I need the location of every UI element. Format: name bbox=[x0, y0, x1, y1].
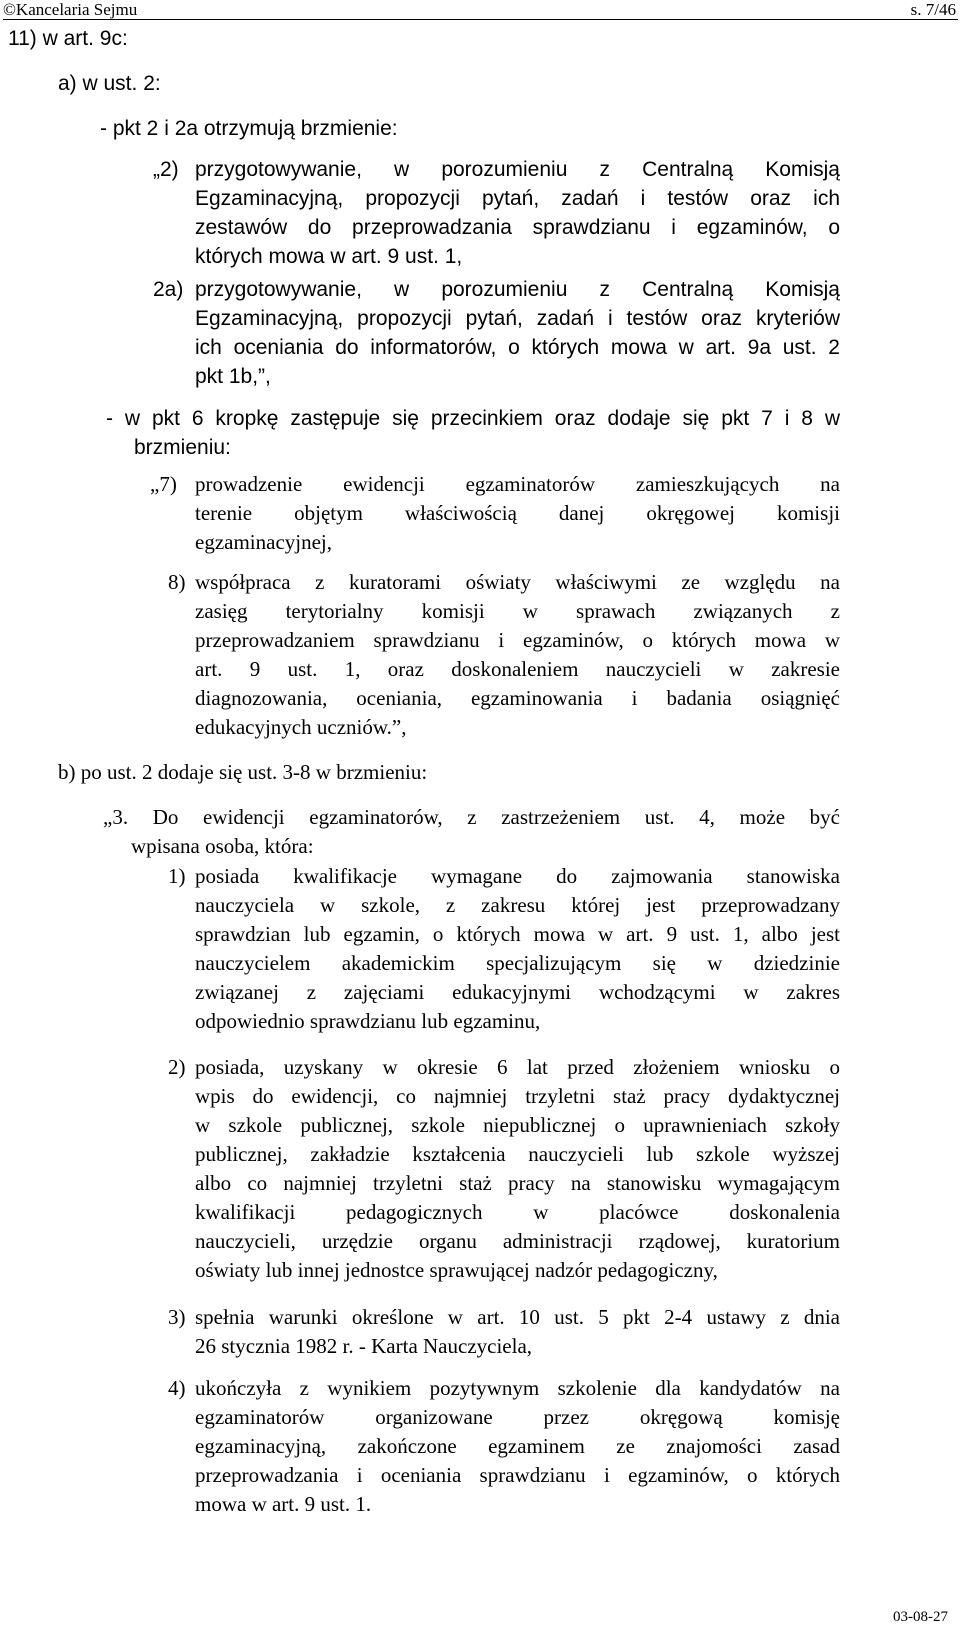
list-item-body bbox=[195, 1303, 840, 1361]
text-line: nauczyciela w szkole, z zakresu której jest przeprowadzany bbox=[195, 893, 840, 917]
paragraph-body bbox=[195, 155, 840, 271]
text-line: publicznej, zakładzie kształcenia nauczycieli lub szkole wyższej bbox=[195, 1142, 840, 1166]
text-line: spełnia warunki określone w art. 10 ust. 5 pkt 2-4 ustawy z dnia bbox=[195, 1305, 840, 1329]
paragraph-body bbox=[103, 803, 840, 861]
list-item-number: 3) bbox=[168, 1305, 186, 1329]
text-line: edukacyjnych uczniów.”, bbox=[195, 715, 407, 739]
list-item-number: 1) bbox=[168, 864, 186, 888]
list-item-number: 4) bbox=[168, 1376, 186, 1400]
header-copyright: ©Kancelaria Sejmu bbox=[3, 0, 138, 19]
text-line: egzaminacyjną, zakończone egzaminem ze znajomości zasad bbox=[195, 1434, 840, 1458]
item-11-heading: 11) w art. 9c: bbox=[8, 27, 128, 50]
text-line: ukończyła z wynikiem pozytywnym szkolenie dla kandydatów na bbox=[195, 1376, 840, 1400]
list-item-body bbox=[195, 1053, 840, 1285]
paragraph-body bbox=[106, 404, 840, 462]
list-item-body bbox=[195, 862, 840, 1036]
text-line: odpowiednio sprawdzianu lub egzaminu, bbox=[195, 1009, 541, 1033]
item-a-dash: - pkt 2 i 2a otrzymują brzmienie: bbox=[100, 117, 398, 140]
text-line: nauczycieli, urzędzie organu administracji rządowej, kuratorium bbox=[195, 1229, 840, 1253]
paragraph-pkt-2 bbox=[0, 155, 960, 275]
text-line: terenie objętym właściwością danej okręgowej komisji bbox=[195, 501, 840, 525]
text-line: diagnozowania, oceniania, egzaminowania i badania osiągnięć bbox=[195, 686, 840, 710]
text-line: - w pkt 6 kropkę zastępuje się przecinkiem oraz dodaje się pkt 7 i 8 w bbox=[106, 407, 840, 430]
text-line: oświaty lub innej jednostce sprawującej nadzór pedagogiczny, bbox=[195, 1258, 718, 1282]
text-line: prowadzenie ewidencji egzaminatorów zamieszkujących na bbox=[195, 472, 840, 496]
text-line: posiada kwalifikacje wymagane do zajmowania stanowiska bbox=[195, 864, 840, 888]
paragraph-pkt-8 bbox=[0, 568, 960, 748]
text-line: egzaminatorów organizowane przez okręgową komisję bbox=[195, 1405, 840, 1429]
text-line: współpraca z kuratorami oświaty właściwymi ze względu na bbox=[195, 570, 840, 594]
paragraph-number: 2a) bbox=[153, 278, 184, 301]
paragraph-number: „7) bbox=[150, 472, 177, 496]
text-line: posiada, uzyskany w okresie 6 lat przed złożeniem wniosku o bbox=[195, 1055, 840, 1079]
text-line: albo co najmniej trzyletni staż pracy na stanowisku wymagającym bbox=[195, 1171, 840, 1195]
footer-date: 03-08-27 bbox=[893, 1609, 948, 1625]
text-line: art. 9 ust. 1, oraz doskonaleniem nauczycieli w zakresie bbox=[195, 657, 840, 681]
list-item-1 bbox=[0, 862, 960, 1042]
text-line: kwalifikacji pedagogicznych w placówce doskonalenia bbox=[195, 1200, 840, 1224]
text-line: Egzaminacyjną, propozycji pytań, zadań i testów oraz ich bbox=[195, 187, 840, 210]
list-item-2 bbox=[0, 1053, 960, 1293]
text-line: egzaminacyjnej, bbox=[195, 530, 333, 554]
text-line: Egzaminacyjną, propozycji pytań, zadań i testów oraz kryteriów bbox=[195, 307, 840, 330]
page-header bbox=[3, 0, 958, 20]
text-line: brzmieniu: bbox=[134, 436, 231, 459]
text-line: zasięg terytorialny komisji w sprawach związanych z bbox=[195, 599, 840, 623]
header-page-number: s. 7/46 bbox=[910, 0, 956, 19]
text-line: związanej z zajęciami edukacyjnymi wchodzącymi w zakres bbox=[195, 980, 840, 1004]
list-item-3 bbox=[0, 1303, 960, 1363]
text-line: „3. Do ewidencji egzaminatorów, z zastrzeżeniem ust. 4, może być bbox=[103, 805, 840, 829]
text-line: ich oceniania do informatorów, o których mowa w art. 9a ust. 2 bbox=[195, 336, 840, 359]
text-line: pkt 1b,”, bbox=[195, 365, 271, 388]
text-line: przygotowywanie, w porozumieniu z Centralną Komisją bbox=[195, 278, 840, 301]
paragraph-pkt-7 bbox=[0, 470, 960, 560]
paragraph-ust-3 bbox=[0, 803, 960, 863]
paragraph-number: 8) bbox=[168, 570, 186, 594]
text-line: w szkole publicznej, szkole niepublicznej o uprawnieniach szkoły bbox=[195, 1113, 840, 1137]
item-b-heading: b) po ust. 2 dodaje się ust. 3-8 w brzmieniu: bbox=[58, 760, 428, 784]
list-item-body bbox=[195, 1374, 840, 1519]
text-line: wpisana osoba, która: bbox=[131, 834, 314, 858]
text-line: sprawdzian lub egzamin, o których mowa w art. 9 ust. 1, albo jest bbox=[195, 922, 840, 946]
paragraph-dash-pkt-6 bbox=[0, 404, 960, 464]
paragraph-body bbox=[195, 470, 840, 557]
text-line: 26 stycznia 1982 r. - Karta Nauczyciela, bbox=[195, 1334, 533, 1358]
text-line: których mowa w art. 9 ust. 1, bbox=[195, 245, 463, 268]
list-item-number: 2) bbox=[168, 1055, 186, 1079]
text-line: przygotowywanie, w porozumieniu z Centralną Komisją bbox=[195, 158, 840, 181]
text-line: przeprowadzaniem sprawdzianu i egzaminów, o których mowa w bbox=[195, 628, 840, 652]
paragraph-pkt-2a bbox=[0, 275, 960, 395]
paragraph-body bbox=[195, 568, 840, 742]
text-line: mowa w art. 9 ust. 1. bbox=[195, 1492, 372, 1516]
text-line: zestawów do przeprowadzania sprawdzianu i egzaminów, o bbox=[195, 216, 840, 239]
paragraph-number: „2) bbox=[153, 158, 179, 181]
text-line: przeprowadzania i oceniania sprawdzianu i egzaminów, o których bbox=[195, 1463, 840, 1487]
text-line: nauczycielem akademickim specjalizującym się w dziedzinie bbox=[195, 951, 840, 975]
list-item-4 bbox=[0, 1374, 960, 1524]
text-line: wpis do ewidencji, co najmniej trzyletni staż pracy dydaktycznej bbox=[195, 1084, 840, 1108]
paragraph-body bbox=[195, 275, 840, 391]
item-a-heading: a) w ust. 2: bbox=[58, 72, 161, 95]
